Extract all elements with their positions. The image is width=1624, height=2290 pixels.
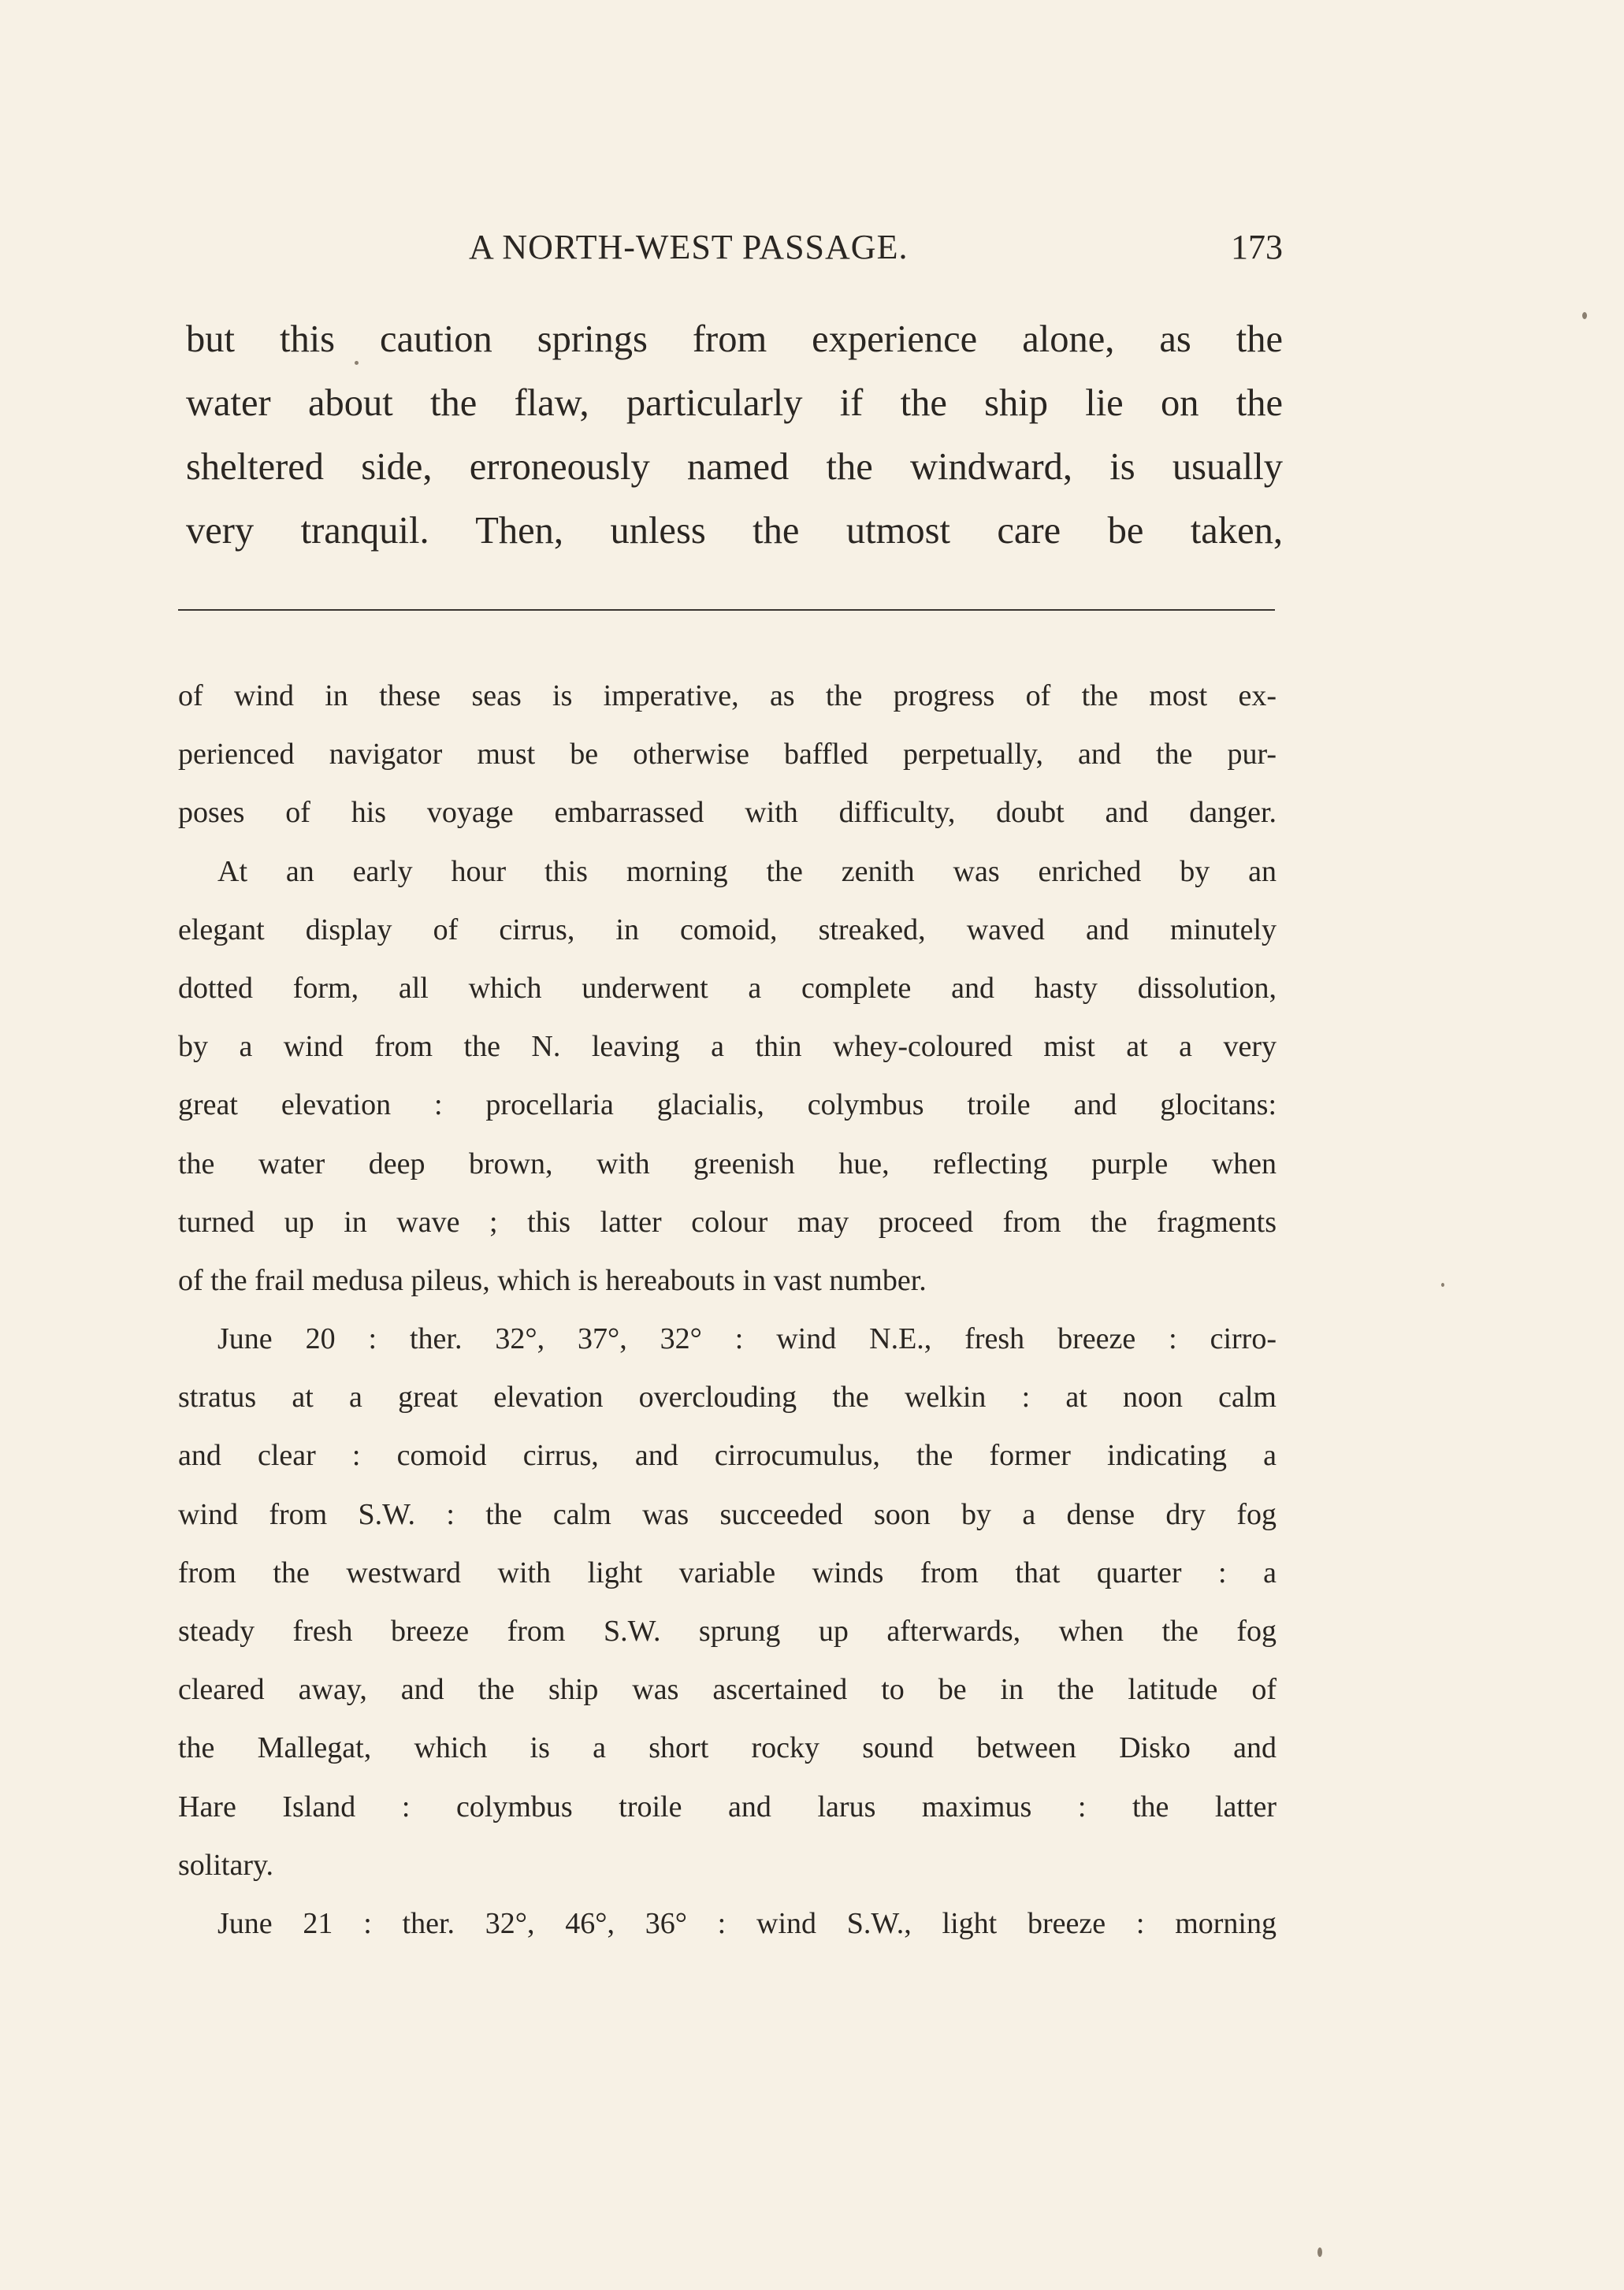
note-line: of the frail medusa pileus, which is hereabouts in vast number. [178, 1263, 927, 1297]
paper-speck [1582, 312, 1587, 319]
note-line: stratus at a great elevation overclouding the welkin : at noon calm [178, 1381, 1277, 1415]
note-line: the water deep brown, with greenish hue, reflecting purple when [178, 1147, 1277, 1180]
paper-speck [355, 361, 359, 365]
text-line: but this caution springs from experience alone, as the [186, 318, 1283, 360]
main-body-text [186, 307, 1283, 563]
note-line: June 21 : ther. 32°, 46°, 36° : wind S.W., light breeze : morning [217, 1906, 1277, 1940]
paper-speck [1317, 2247, 1322, 2257]
page-header [180, 227, 1283, 274]
text-line: sheltered side, erroneously named the windward, is usually [186, 446, 1283, 488]
text-line: water about the flaw, particularly if the ship lie on the [186, 382, 1283, 424]
note-line: by a wind from the N. leaving a thin whey-coloured mist at a very [178, 1030, 1277, 1064]
note-line: poses of his voyage embarrassed with difficulty, doubt and danger. [178, 796, 1277, 830]
note-line: At an early hour this morning the zenith was enriched by an [217, 854, 1277, 888]
note-line: June 20 : ther. 32°, 37°, 32° : wind N.E., fresh breeze : cirro- [217, 1322, 1277, 1356]
note-line: solitary. [178, 1848, 274, 1882]
footnote-text [178, 667, 1277, 1953]
footnote-divider [178, 609, 1275, 611]
note-line: perienced navigator must be otherwise baffled perpetually, and the pur- [178, 738, 1277, 771]
text-line: very tranquil. Then, unless the utmost care be taken, [186, 510, 1283, 552]
page-number: 173 [1231, 228, 1283, 266]
note-line: wind from S.W. : the calm was succeeded soon by a dense dry fog [178, 1497, 1277, 1531]
note-line: cleared away, and the ship was ascertained to be in the latitude of [178, 1673, 1277, 1707]
note-line: turned up in wave ; this latter colour may proceed from the fragments [178, 1205, 1277, 1239]
note-line: great elevation : procellaria glacialis, colymbus troile and glocitans: [178, 1088, 1277, 1122]
note-line: from the westward with light variable winds from that quarter : a [178, 1556, 1277, 1589]
note-line: elegant display of cirrus, in comoid, streaked, waved and minutely [178, 913, 1277, 946]
paper-speck [1441, 1283, 1444, 1287]
running-title: A NORTH-WEST PASSAGE. [469, 228, 909, 266]
note-line: and clear : comoid cirrus, and cirrocumulus, the former indicating a [178, 1439, 1277, 1473]
note-line: of wind in these seas is imperative, as the progress of the most ex- [178, 679, 1277, 712]
note-line: Hare Island : colymbus troile and larus maximus : the latter [178, 1790, 1277, 1823]
note-line: steady fresh breeze from S.W. sprung up afterwards, when the fog [178, 1615, 1277, 1648]
note-line: the Mallegat, which is a short rocky sound between Disko and [178, 1731, 1277, 1765]
note-line: dotted form, all which underwent a complete and hasty dissolution, [178, 971, 1277, 1005]
